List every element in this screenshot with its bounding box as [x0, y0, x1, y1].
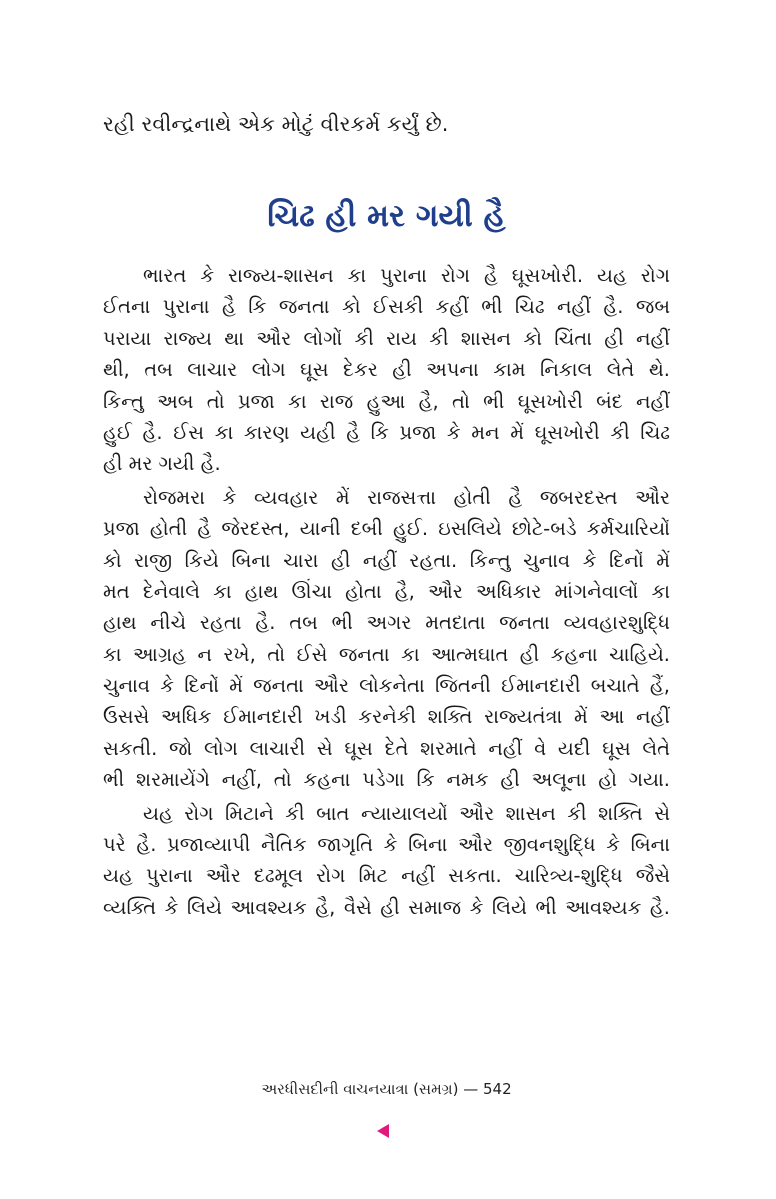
text-line: ભારત કે રાજ્ય-શાસન કા પુરાના રોગ હૈ ઘૂસખોરી. યહ રોગ — [143, 264, 670, 287]
text-line: મત દેનેવાલે કા હાથ ઊંચા હોતા હૈ, ઔર અધિકાર માંગનેવાલોં કા — [103, 579, 670, 603]
text-line: થી, તબ લાચાર લોગ ઘૂસ દેકર હી અપના કામ નિકાલ લેતે થે. — [103, 358, 670, 382]
paragraph-2 — [103, 482, 670, 796]
text-line: ઈતના પુરાના હૈ કિ જનતા કો ઈસકી કહીં ભી ચિઢ નહીં હૈ. જબ — [103, 295, 670, 319]
paragraph-3 — [103, 798, 670, 924]
text-line: કો રાજી કિયે બિના ચારા હી નહીં રહતા. કિન્તુ ચુનાવ કે દિનોં મેં — [103, 548, 670, 572]
text-line: પરાયા રાજ્ય થા ઔર લોગોં કી રાય કી શાસન કો ચિંતા હી નહીં — [103, 326, 670, 350]
chapter-title: ચિઢ હી મર ગયી હૈ — [267, 198, 506, 234]
page-footer: અરધીસદીની વાચનયાત્રા (સમગ્ર) — 542 — [261, 1080, 512, 1098]
body-text — [103, 260, 670, 925]
text-line: સકતી. જો લોગ લાચારી સે ઘૂસ દેતે શરમાતે નહીં વે યદી ઘૂસ લેતે — [103, 736, 670, 760]
text-line: કા આગ્રહ ન રખે, તો ઈસે જનતા કા આત્મઘાત હી કહના ચાહિયે. — [103, 642, 670, 666]
text-line: હી મર ગયી હૈ. — [103, 452, 221, 476]
text-line: યહ પુરાના ઔર દઢમૂલ રોગ મિટ નહીં સકતા. ચારિત્ર્ય-શુદ્ધિ જૈસે — [103, 864, 670, 888]
text-line: વ્યક્તિ કે લિયે આવશ્યક હૈ, વૈસે હી સમાજ કે લિયે ભી આવશ્યક હૈ. — [103, 895, 670, 919]
text-line: યહ રોગ મિટાને કી બાત ન્યાયાલયોં ઔર શાસન કી શક્તિ સે — [143, 801, 670, 825]
text-line: ઉસસે અધિક ઈમાનદારી ખડી કરનેકી શક્તિ રાજ્યતંત્રા મેં આ નહીં — [103, 705, 670, 729]
text-line: ચુનાવ કે દિનોં મેં જનતા ઔર લોકનેતા જિતની ઈમાનદારી બચાતે હૈં, — [103, 674, 670, 698]
text-line: હુઈ હૈ. ઈસ કા કારણ યહી હૈ કિ પ્રજા કે મન મેં ઘૂસખોરી કી ચિઢ — [103, 420, 670, 444]
text-line: પ્રજા હોતી હૈ જેરદસ્ત, યાની દબી હુઈ. ઇસલિયે છોટે-બડે કર્મચારિયોં — [103, 517, 670, 541]
text-line: હાથ નીચે રહતા હૈ. તબ ભી અગર મતદાતા જનતા વ્યવહારશુદ્ધિ — [103, 611, 670, 635]
text-line: ભી શરમાયેંગે નહીં, તો કહના પડેગા કિ નમક હી અલૂના હો ગયા. — [103, 768, 670, 792]
text-line: કિન્તુ અબ તો પ્રજા કા રાજ હુઆ હૈ, તો ભી ઘૂસખોરી બંદ નહીં — [103, 389, 670, 413]
continued-text-line: રહી રવીન્દ્રનાથે એક મોટું વીરકર્મ કર્યું છે. — [103, 112, 449, 136]
left-triangle-icon[interactable] — [377, 1124, 389, 1138]
paragraph-1 — [103, 260, 670, 480]
text-line: રોજમરા કે વ્યવહાર મેં રાજસત્તા હોતી હૈ જબરદસ્ત ઔર — [143, 485, 670, 509]
book-page — [103, 0, 670, 1199]
text-line: પરે હૈ. પ્રજાવ્યાપી નૈતિક જાગૃતિ કે બિના ઔર જીવનશુદ્ધિ કે બિના — [103, 833, 670, 857]
